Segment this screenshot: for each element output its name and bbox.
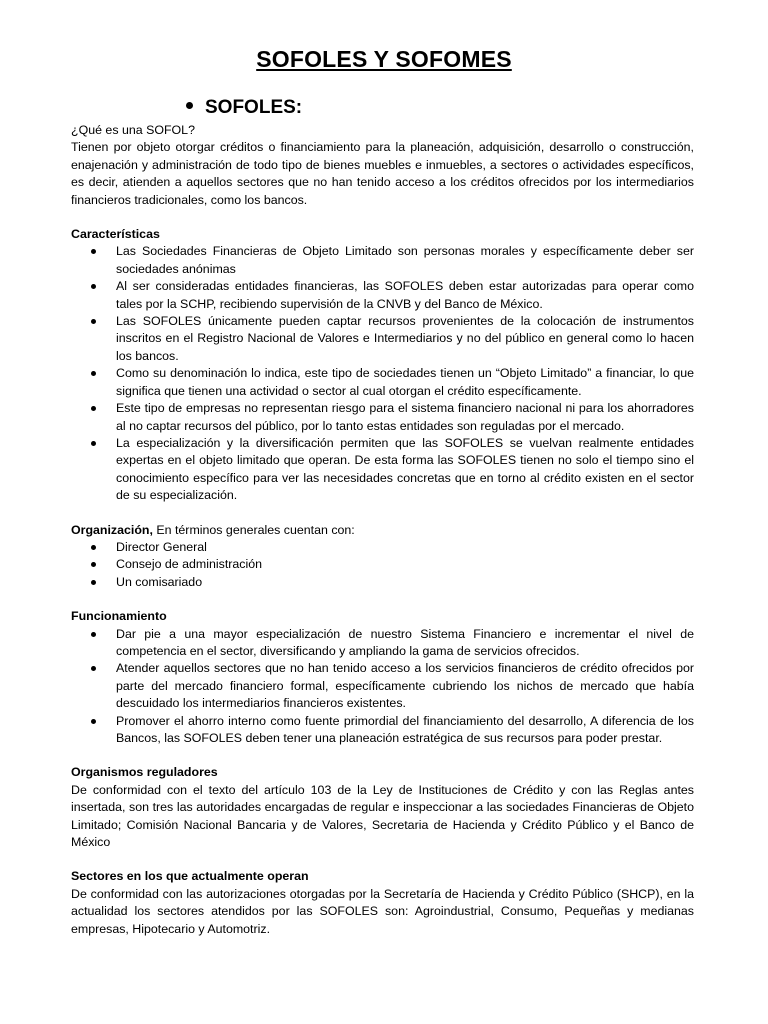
list-item: Las Sociedades Financieras de Objeto Limitado son personas morales y específicamente deber ser sociedades anónimas — [71, 243, 694, 278]
list-item: Al ser consideradas entidades financieras, las SOFOLES deben estar autorizadas para operar como tales por la SCHP, recibiendo supervisión de la CNVB y del Banco de México. — [71, 278, 694, 313]
list-item: Las SOFOLES únicamente pueden captar recursos provenientes de la colocación de instrumentos inscritos en el Registro Nacional de Valores e Intermediarios y no del público en general como lo hacen los bancos. — [71, 313, 694, 365]
spacer — [71, 851, 694, 868]
bullet-icon — [186, 102, 193, 109]
caracteristicas-list — [71, 243, 694, 504]
organizacion-heading-rest: En términos generales cuentan con: — [152, 522, 355, 537]
list-item: Como su denominación lo indica, este tipo de sociedades tienen un “Objeto Limitado” a financiar, lo que significa que tienen una actividad o sector al cual otorgan el crédito específicamente. — [71, 365, 694, 400]
spacer — [71, 209, 694, 226]
list-item: La especialización y la diversificación permiten que las SOFOLES se vuelvan realmente entidades expertas en el objeto limitado que operan. De esta forma las SOFOLES tienen no solo el tiempo sino el conocimiento específico para ver las necesidades concretas que en torno al crédito existen en el sector de su especialización. — [71, 435, 694, 505]
list-item: Promover el ahorro interno como fuente primordial del financiamiento del desarrollo, A diferencia de los Bancos, las SOFOLES deben tener una planeación estratégica de sus recursos para poder prestar. — [71, 713, 694, 748]
list-item: Atender aquellos sectores que no han tenido acceso a los servicios financieros de crédito ofrecidos por parte del mercado financiero formal, específicamente cubriendo los nichos de mercado que había descuidado los intermediarios financieros existentes. — [71, 660, 694, 712]
sectores-heading: Sectores en los que actualmente operan — [71, 869, 309, 884]
intro-question: ¿Qué es una SOFOL? — [71, 123, 195, 137]
spacer — [71, 747, 694, 764]
document-body — [71, 122, 694, 938]
list-item: Consejo de administración — [71, 556, 694, 573]
section-heading-label: SOFOLES: — [205, 97, 303, 118]
list-item: Dar pie a una mayor especialización de nuestro Sistema Financiero e incrementar el nivel de competencia en el sector, diversificando y ampliando la gama de servicios ofrecidos. — [71, 626, 694, 661]
organizacion-heading-bold: Organización, — [71, 522, 153, 537]
funcionamiento-list — [71, 626, 694, 748]
list-item: Un comisariado — [71, 574, 694, 591]
list-item: Este tipo de empresas no representan riesgo para el sistema financiero nacional ni para los ahorradores al no captar recursos del público, por lo tanto estas entidades son reguladas por el mercado. — [71, 400, 694, 435]
caracteristicas-heading: Características — [71, 227, 160, 242]
spacer — [71, 591, 694, 608]
spacer — [71, 505, 694, 522]
sectores-paragraph: De conformidad con las autorizaciones otorgadas por la Secretaría de Hacienda y Crédito Público (SHCP), en la actualidad los sectores atendidos por las SOFOLES son: Agroindustrial, Consumo, Pequeñas y medianas empresas, Hipotecario y Automotriz. — [71, 886, 694, 936]
organismos-paragraph: De conformidad con el texto del artículo 103 de la Ley de Instituciones de Crédito y con las Reglas antes insertada, son tres las autoridades encargadas de regular e inspeccionar a las sociedades Financieras de Objeto Limitado; Comisión Nacional Bancaria y de Valores, Secretaria de Hacienda y Crédito Público y el Banco de México — [71, 782, 694, 850]
organismos-heading: Organismos reguladores — [71, 765, 218, 780]
page-title: SOFOLES Y SOFOMES — [256, 46, 512, 72]
list-item: Director General — [71, 539, 694, 556]
organizacion-heading — [71, 522, 694, 539]
funcionamiento-heading: Funcionamiento — [71, 609, 167, 624]
organizacion-list — [71, 539, 694, 591]
section-heading — [186, 97, 302, 119]
intro-paragraph: Tienen por objeto otorgar créditos o financiamiento para la planeación, adquisición, desarrollo o construcción, enajenación y administración de todo tipo de bienes muebles e inmuebles, a sectores o actividades específicos, es decir, atienden a aquellos sectores que no han tenido acceso a los créditos ofrecidos por los intermediarios financieros tradicionales, como los bancos. — [71, 140, 694, 207]
